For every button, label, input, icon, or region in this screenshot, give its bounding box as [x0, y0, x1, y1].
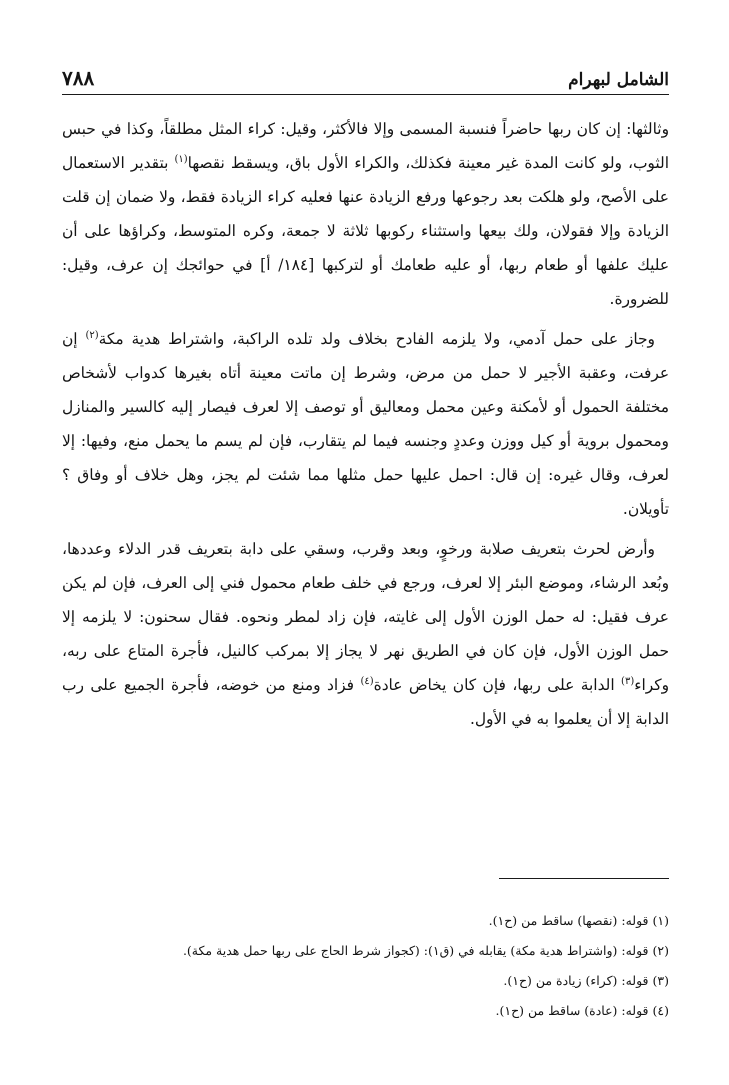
footnote-ref-3: (٣)	[621, 675, 635, 687]
paragraph-3	[62, 532, 669, 736]
footnote-4: (٤) قوله: (عادة) ساقط من (ح١).	[495, 1003, 669, 1018]
paragraph-3-text-b: الدابة على ربها، فإن كان يخاض عادة	[373, 676, 622, 694]
footnote-2: (٢) قوله: (واشتراط هدية مكة) يقابله في (ق١): (كجواز شرط الحاج على ربها حمل هدية مكة).	[182, 943, 669, 958]
page-header	[62, 60, 669, 95]
main-text	[62, 112, 669, 742]
running-title: الشامل لبهرام	[568, 70, 669, 90]
footnote-ref-1: (١)	[174, 153, 188, 165]
paragraph-3-text-c: فزاد ومنع من خوضه، فأجرة الجميع على رب الدابة إلا أن يعلموا به في الأول.	[62, 676, 669, 728]
footnote-divider	[499, 878, 669, 879]
footnote-ref-4: (٤)	[360, 675, 374, 687]
page-number: ٧٨٨	[62, 66, 95, 90]
paragraph-2-text-a: وجاز على حمل آدمي، ولا يلزمه الفادح بخلاف ولد تلده الراكبة، واشتراط هدية مكة	[98, 330, 655, 348]
paragraph-1	[62, 112, 669, 316]
footnote-1: (١) قوله: (نقصها) ساقط من (ح١).	[488, 913, 669, 928]
paragraph-1-text-b: بتقدير الاستعمال على الأصح، ولو هلكت بعد رجوعها ورفع الزيادة عنها فعليه كراء الزيادة فقط، ولا ضمان إن قلت الزيادة وإلا فقولان، ولك بيعها واستثناء ركوبها ثلاثة لا جمعة، وكره المتوسط، وكراؤها على أن عليك علفها أو طعام ربها، أو عليه طعامك أو لتركبها [١٨٤/ أ] في حوائجك إن عرف، وقيل: للضرورة.	[62, 154, 670, 308]
footnotes	[62, 906, 669, 1026]
footnote-ref-2: (٢)	[85, 329, 99, 341]
paragraph-1-text-a: وثالثها: إن كان ربها حاضراً فنسبة المسمى وإلا فالأكثر، وقيل: كراء المثل مطلقاً، وكذا في حبس الثوب، ولو كانت المدة غير معينة فكذلك، والكراء الأول باق، ويسقط نقصها	[62, 120, 669, 172]
paragraph-3-text-a: وأرض لحرث بتعريف صلابة ورخوٍ، وبعد وقرب، وسقي على دابة بتعريف قدر الدلاء وعددها، وبُعد الرشاء، وموضع البئر إلا لعرف، ورجع في خلف طعام محمول فني إلى العرف، فإن لم يكن عرف فقيل: له حمل الوزن الأول إلى غايته، فإن زاد لمطر ونحوه. فقال سحنون: لا يلزمه إلا حمل الوزن الأول، فإن كان في الطريق نهر لا يجاز إلا بمركب كالنيل، فأجرة المتاع على ربه، وكراء	[62, 540, 669, 694]
paragraph-2	[62, 322, 669, 526]
paragraph-2-text-b: إن عرفت، وعقبة الأجير لا حمل من مرض، وشرط إن ماتت معينة أتاه بغيرها كدواب لأشخاص مختلفة الحمول أو لأمكنة وعين محمل ومعاليق أو توصف إلا لعرف فيصار إليه كالسير والمنازل ومحمول بروية أو كيل ووزن وعددٍ وجنسه فيما لم يتقارب، فإن لم يسم ما يحمل منع، وفيها: إلا لعرف، وقال غيره: إن قال: احمل عليها حمل مثلها مما شئت لم يجز، وهل خلاف أو وفاق ؟ تأويلان.	[62, 330, 669, 518]
footnote-3: (٣) قوله: (كراء) زيادة من (ح١).	[503, 973, 669, 988]
